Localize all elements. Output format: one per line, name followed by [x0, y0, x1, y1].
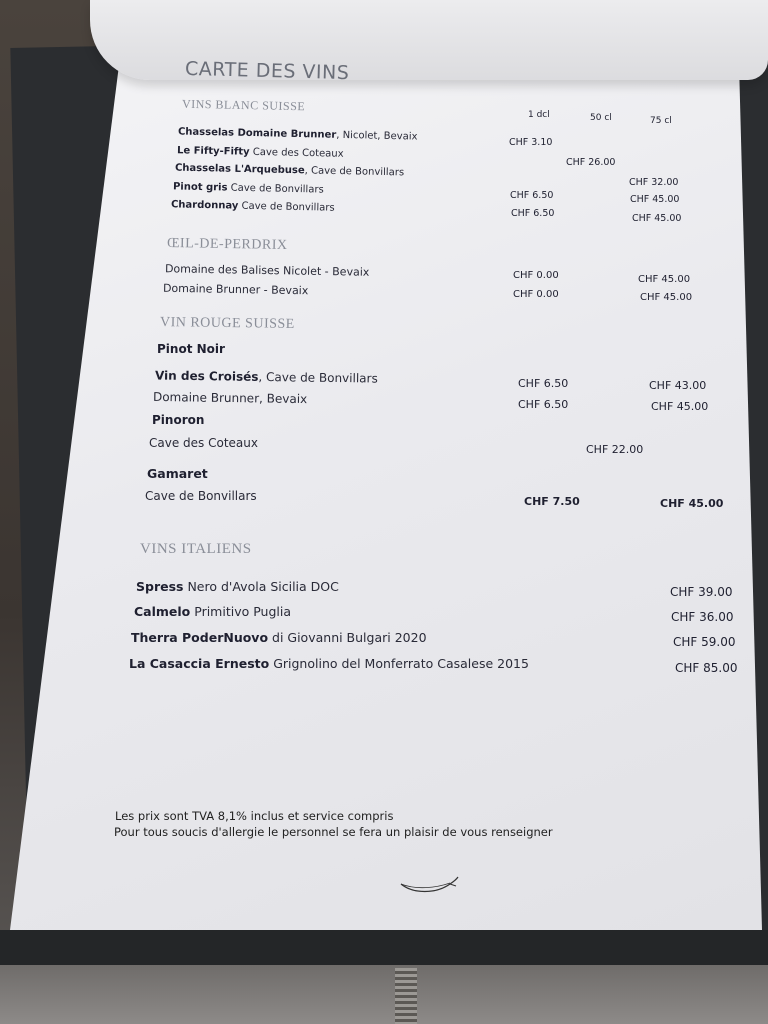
menu-title: CARTE DES VINS: [184, 57, 350, 85]
price-75cl: CHF 43.00: [649, 379, 707, 392]
price-bottle: CHF 39.00: [670, 585, 733, 599]
price-75cl: CHF 45.00: [660, 497, 724, 510]
wine-name: Therra PoderNuovo: [131, 630, 269, 645]
price-1dcl: CHF 7.50: [524, 495, 580, 508]
col-50cl: 50 cl: [590, 113, 612, 123]
grape-pinoron: Pinoron: [152, 413, 205, 427]
price-1dcl: CHF 6.50: [511, 208, 555, 219]
wine-origin: , Cave de Bonvillars: [258, 369, 378, 386]
wine-name: La Casaccia Ernesto: [129, 656, 270, 671]
wine-desc: Primitivo Puglia: [190, 604, 292, 619]
wine-name: Calmelo: [134, 604, 191, 619]
wine-name: Domaine des Balises Nicolet - Bevaix: [164, 262, 370, 279]
price-75cl: CHF 45.00: [640, 292, 693, 303]
wine-name: Pinot gris: [172, 181, 228, 194]
price-1dcl: CHF 0.00: [513, 270, 559, 281]
chili-pepper-icon: [398, 874, 462, 902]
wine-origin: Cave de Bonvillars: [227, 182, 324, 196]
wine-desc: di Giovanni Bulgari 2020: [268, 630, 427, 645]
wine-name: Le Fifty-Fifty: [176, 145, 250, 158]
wine-name: Chasselas Domaine Brunner: [177, 126, 337, 141]
grape-pinot-noir: Pinot Noir: [157, 342, 225, 356]
price-75cl: CHF 45.00: [638, 274, 691, 285]
binder-edge: [0, 930, 768, 970]
price-75cl: CHF 45.00: [651, 400, 709, 413]
wine-row: [129, 656, 529, 671]
wine-name: Chasselas L'Arquebuse: [174, 162, 305, 177]
price-bottle: CHF 36.00: [671, 610, 734, 624]
wine-row: [136, 579, 339, 594]
wine-name: Cave de Bonvillars: [145, 489, 257, 503]
price-bottle: CHF 59.00: [673, 635, 736, 649]
price-1dcl: CHF 0.00: [513, 289, 559, 300]
price-50cl: CHF 22.00: [586, 443, 644, 456]
zipper: [395, 968, 417, 1024]
wine-name: Chardonnay: [170, 199, 239, 212]
heading-vins-blanc: VINS BLANC SUISSE: [181, 96, 306, 114]
wine-name: Vin des Croisés: [154, 368, 259, 384]
wine-name: Spress: [136, 579, 184, 594]
wine-origin: Cave de Bonvillars: [238, 200, 335, 214]
price-1dcl: CHF 3.10: [509, 137, 553, 148]
heading-oeil-de-perdrix: ŒIL-DE-PERDRIX: [166, 235, 288, 254]
price-75cl: CHF 45.00: [632, 213, 682, 224]
wine-origin: , Cave de Bonvillars: [304, 165, 405, 179]
price-75cl: CHF 32.00: [629, 177, 679, 188]
heading-vins-italiens: VINS ITALIENS: [140, 541, 252, 557]
wine-name: Cave des Coteaux: [149, 436, 258, 450]
wine-desc: Nero d'Avola Sicilia DOC: [183, 579, 339, 594]
price-50cl: CHF 26.00: [566, 157, 616, 168]
price-1dcl: CHF 6.50: [518, 398, 569, 411]
wine-name: Domaine Brunner - Bevaix: [162, 281, 309, 298]
price-75cl: CHF 45.00: [630, 194, 680, 205]
wine-row: [131, 630, 427, 645]
fabric-foreground: [0, 965, 768, 1024]
wine-name: Domaine Brunner, Bevaix: [152, 389, 308, 407]
price-bottle: CHF 85.00: [675, 661, 738, 675]
heading-vin-rouge: VIN ROUGE SUISSE: [159, 315, 295, 332]
col-1dcl: 1 dcl: [528, 110, 550, 120]
footer-allergy-note: Pour tous soucis d'allergie le personnel se fera un plaisir de vous renseigner: [114, 825, 553, 839]
wine-origin: Cave des Coteaux: [249, 146, 344, 160]
price-1dcl: CHF 6.50: [510, 190, 554, 201]
col-75cl: 75 cl: [650, 116, 672, 126]
wine-desc: Grignolino del Monferrato Casalese 2015: [269, 656, 529, 671]
wine-origin: , Nicolet, Bevaix: [336, 129, 418, 143]
wine-row: [134, 604, 291, 619]
footer-vat-note: Les prix sont TVA 8,1% inclus et service compris: [115, 809, 394, 823]
price-1dcl: CHF 6.50: [518, 377, 569, 390]
grape-gamaret: Gamaret: [147, 466, 208, 481]
